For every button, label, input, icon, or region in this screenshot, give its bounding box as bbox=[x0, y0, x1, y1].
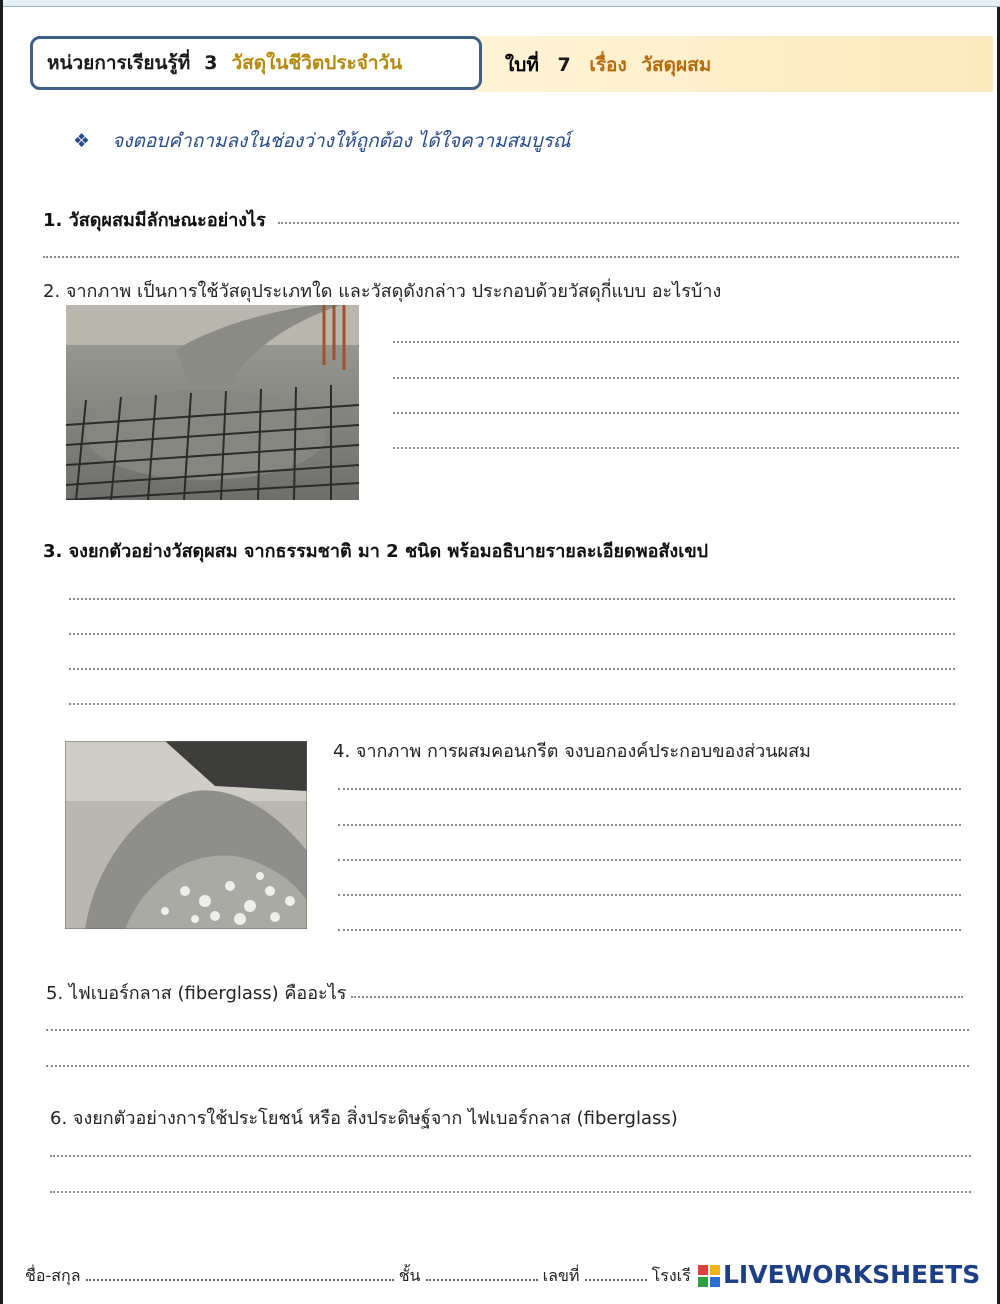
answer-line[interactable] bbox=[393, 412, 959, 414]
answer-line[interactable] bbox=[50, 1191, 971, 1193]
unit-name: วัสดุในชีวิตประจำวัน bbox=[231, 52, 403, 74]
sheet-label: ใบที่ bbox=[505, 54, 539, 76]
answer-line[interactable] bbox=[43, 256, 959, 258]
class-field[interactable] bbox=[426, 1267, 538, 1281]
concrete-mixing-photo bbox=[65, 741, 307, 929]
number-field[interactable] bbox=[585, 1267, 647, 1281]
answer-line[interactable] bbox=[69, 703, 955, 705]
answer-line[interactable] bbox=[351, 996, 963, 998]
name-field[interactable] bbox=[86, 1267, 394, 1281]
answer-line[interactable] bbox=[393, 377, 959, 379]
instruction-text: จงตอบคำถามลงในช่องว่างให้ถูกต้อง ได้ใจความสมบูรณ์ bbox=[112, 130, 571, 152]
question-6: 6. จงยกตัวอย่างการใช้ประโยชน์ หรือ สิ่งประดิษฐ์จาก ไฟเบอร์กลาส (fiberglass) bbox=[50, 1108, 678, 1129]
answer-line[interactable] bbox=[278, 222, 959, 224]
answer-line[interactable] bbox=[69, 633, 955, 635]
answer-line[interactable] bbox=[50, 1155, 971, 1157]
question-3: 3. จงยกตัวอย่างวัสดุผสม จากธรรมชาติ มา 2 ชนิด พร้อมอธิบายรายละเอียดพอสังเขป bbox=[43, 541, 709, 562]
number-label: เลขที่ bbox=[542, 1266, 580, 1285]
class-label: ชั้น bbox=[398, 1266, 421, 1285]
top-border bbox=[3, 0, 1000, 7]
question-1: 1. วัสดุผสมมีลักษณะอย่างไร bbox=[43, 210, 266, 231]
topic-label: เรื่อง bbox=[589, 54, 627, 76]
question-5: 5. ไฟเบอร์กลาส (fiberglass) คืออะไร bbox=[46, 983, 347, 1004]
sheet-number: 7 bbox=[557, 54, 571, 76]
student-info-footer bbox=[25, 1264, 691, 1289]
unit-title-box bbox=[30, 36, 482, 90]
answer-line[interactable] bbox=[69, 598, 955, 600]
answer-line[interactable] bbox=[46, 1065, 969, 1067]
diamond-bullet-icon: ❖ bbox=[73, 130, 91, 152]
concrete-pouring-photo bbox=[66, 305, 359, 500]
school-label: โรงเรี bbox=[651, 1266, 691, 1285]
topic-title: วัสดุผสม bbox=[641, 54, 712, 76]
answer-line[interactable] bbox=[338, 859, 961, 861]
liveworksheets-brand bbox=[698, 1260, 980, 1289]
liveworksheets-logo-icon bbox=[698, 1264, 720, 1286]
answer-line[interactable] bbox=[393, 341, 959, 343]
brand-text: LIVEWORKSHEETS bbox=[723, 1260, 981, 1289]
sheet-info bbox=[505, 50, 711, 80]
instruction bbox=[73, 126, 571, 156]
answer-line[interactable] bbox=[393, 447, 959, 449]
answer-line[interactable] bbox=[69, 668, 955, 670]
unit-number: 3 bbox=[204, 52, 218, 74]
question-4: 4. จากภาพ การผสมคอนกรีต จงบอกองค์ประกอบของส่วนผสม bbox=[333, 741, 811, 762]
unit-label: หน่วยการเรียนรู้ที่ bbox=[47, 52, 191, 74]
answer-line[interactable] bbox=[338, 929, 961, 931]
question-2: 2. จากภาพ เป็นการใช้วัสดุประเภทใด และวัสดุดังกล่าว ประกอบด้วยวัสดุกี่แบบ อะไรบ้าง bbox=[43, 281, 722, 302]
answer-line[interactable] bbox=[338, 824, 961, 826]
answer-line[interactable] bbox=[46, 1029, 969, 1031]
name-label: ชื่อ-สกุล bbox=[25, 1266, 81, 1285]
answer-line[interactable] bbox=[338, 894, 961, 896]
answer-line[interactable] bbox=[338, 788, 961, 790]
